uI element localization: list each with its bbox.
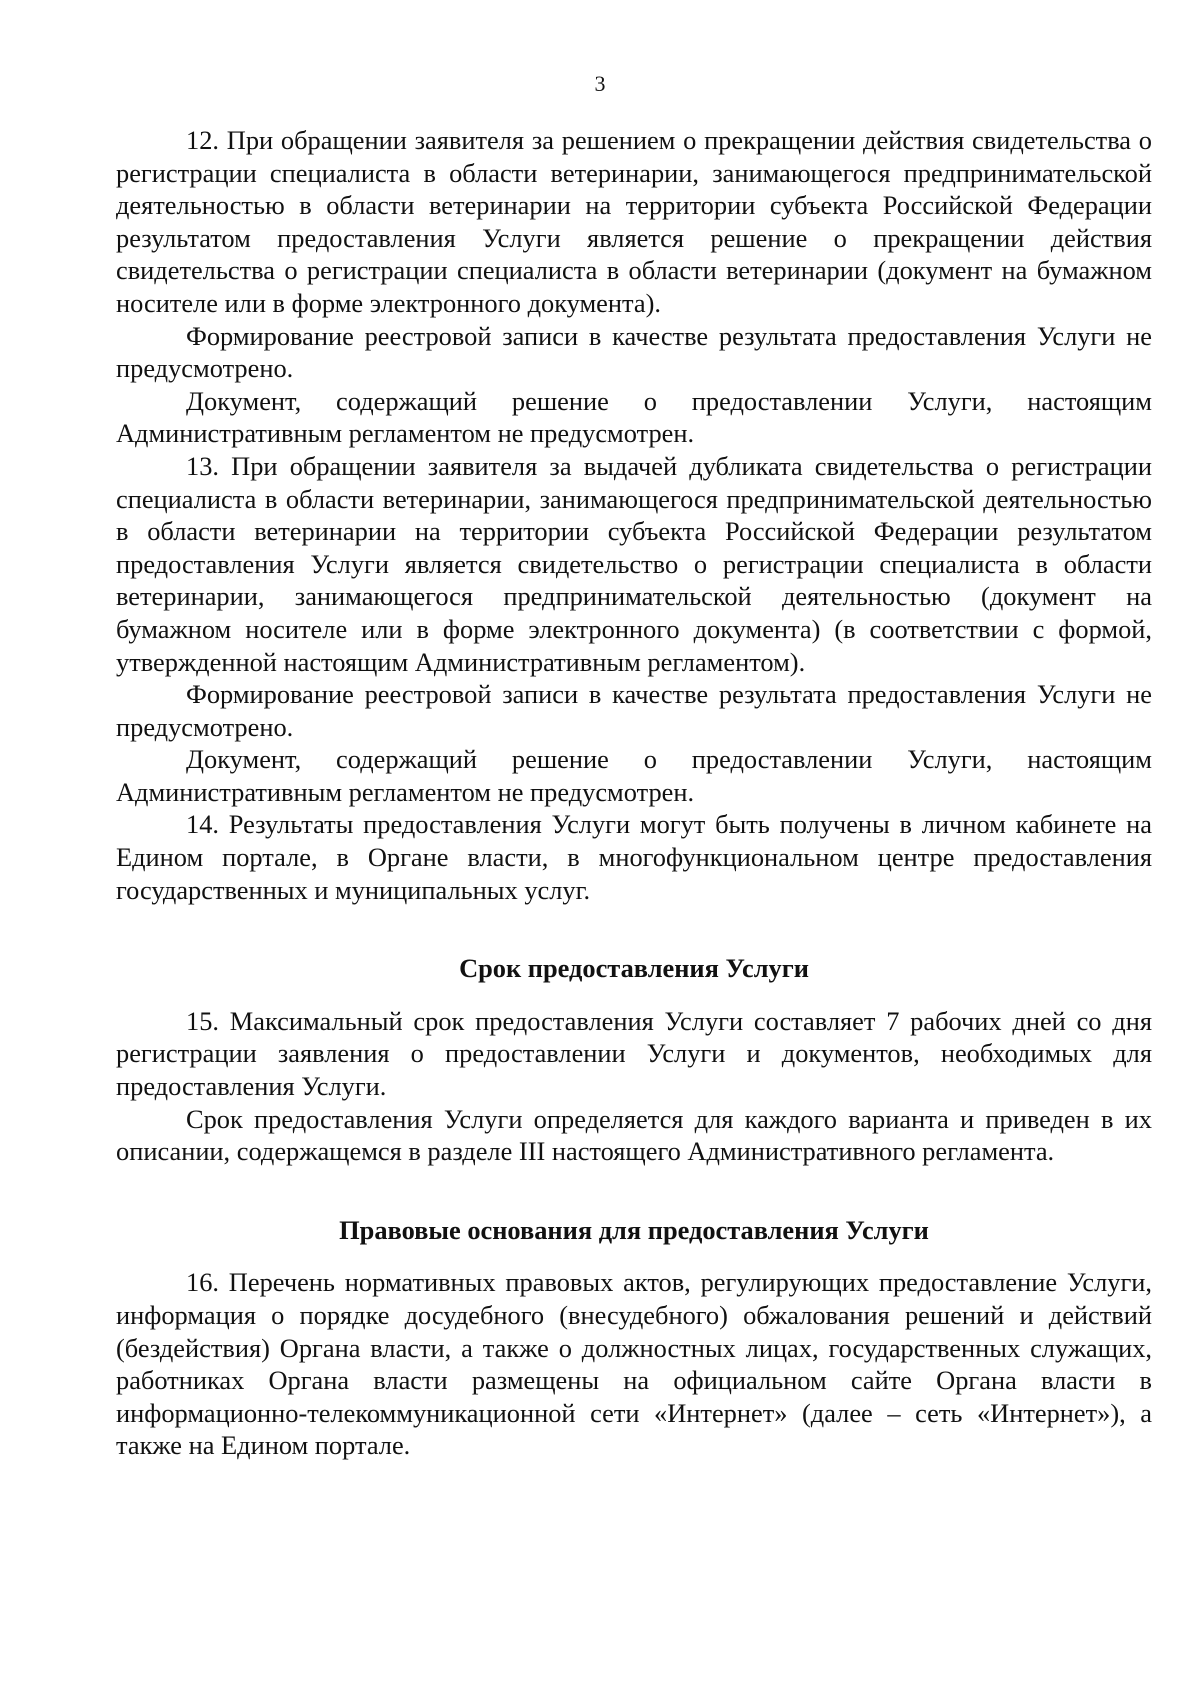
paragraph-12: 12. При обращении заявителя за решением о прекращении действия свидетельства о регистрации специалиста в области ветеринарии, занимающегося предпринимательской деятельностью в области ветеринарии на территории субъекта Российской Федерации результатом предоставления Услуги является решение о прекращении действия свидетельства о регистрации специалиста в области ветеринарии (документ на бумажном носителе или в форме электронного документа).: [116, 125, 1152, 318]
section-gap: [116, 906, 1152, 952]
paragraph-12-registry: Формирование реестровой записи в качестве результата предоставления Услуги не предусмотрено.: [116, 320, 1152, 384]
paragraph-16: 16. Перечень нормативных правовых актов, регулирующих предоставление Услуги, информация о порядке досудебного (внесудебного) обжалования решений и действий (бездействия) Органа власти, а также о должностных лицах, государственных служащих, работниках Органа власти размещены на официальном сайте Органа власти в информационно-телекоммуникационной сети «Интернет» (далее – сеть «Интернет»), а также на Едином портале.: [116, 1267, 1152, 1461]
heading-legal-basis: Правовые основания для предоставления Услуги: [339, 1214, 929, 1245]
page-number: 3: [594, 71, 606, 96]
paragraph-13-decision: Документ, содержащий решение о предоставлении Услуги, настоящим Административным регламентом не предусмотрен.: [116, 744, 1152, 807]
paragraph-13-registry: Формирование реестровой записи в качестве результата предоставления Услуги не предусмотрено.: [116, 679, 1152, 742]
paragraph-13: 13. При обращении заявителя за выдачей дубликата свидетельства о регистрации специалиста в области ветеринарии, занимающегося предпринимательской деятельностью в области ветеринарии на территории субъекта Российской Федерации результатом предоставления Услуги является свидетельство о регистрации специалиста в области ветеринарии, занимающегося предпринимательской деятельностью (документ на бумажном носителе или в форме электронного документа) (в соответствии с формой, утвержденной настоящим Административным регламентом).: [116, 450, 1152, 677]
heading-service-term: Срок предоставления Услуги: [459, 953, 809, 984]
paragraph-15: 15. Максимальный срок предоставления Услуги составляет 7 рабочих дней со дня регистрации заявления о предоставлении Услуги и документов, необходимых для предоставления Услуги.: [116, 1005, 1152, 1102]
document-body: [116, 124, 1152, 1462]
paragraph-15-variant-term: Срок предоставления Услуги определяется для каждого варианта и приведен в их описании, содержащемся в разделе III настоящего Административного регламента.: [116, 1103, 1152, 1167]
section-gap: [116, 985, 1152, 1005]
paragraph-12-decision: Документ, содержащий решение о предоставлении Услуги, настоящим Административным регламентом не предусмотрен.: [116, 385, 1152, 449]
paragraph-14: 14. Результаты предоставления Услуги могут быть получены в личном кабинете на Едином портале, в Органе власти, в многофункциональном центре предоставления государственных и муниципальных услуг.: [116, 809, 1152, 905]
section-gap: [116, 1246, 1152, 1266]
section-gap: [116, 1168, 1152, 1214]
